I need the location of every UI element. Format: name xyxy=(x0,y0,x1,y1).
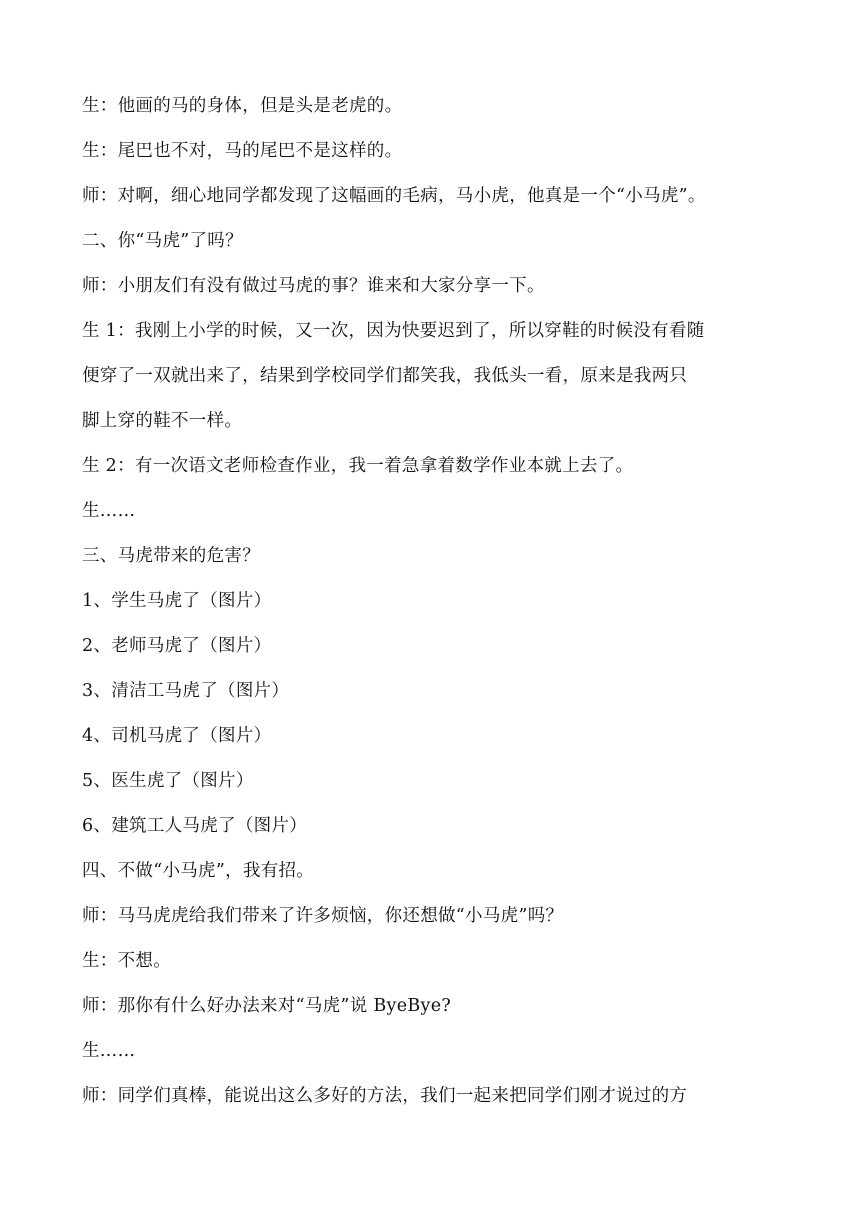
dialogue-line-teacher: 师：马马虎虎给我们带来了许多烦恼，你还想做“小马虎”吗？ xyxy=(82,906,564,926)
list-item: 5、医生虎了（图片） xyxy=(82,771,254,791)
dialogue-line-teacher: 师：对啊，细心地同学都发现了这幅画的毛病，马小虎，他真是一个“小马虎”。 xyxy=(82,186,706,206)
dialogue-line-student: 生：不想。 xyxy=(82,951,171,971)
dialogue-line-student-1: 生 1：我刚上小学的时候，又一次，因为快要迟到了，所以穿鞋的时候没有看随 xyxy=(82,321,705,341)
list-item: 4、司机马虎了（图片） xyxy=(82,726,272,746)
dialogue-line-teacher: 师：小朋友们有没有做过马虎的事？谁来和大家分享一下。 xyxy=(82,276,545,296)
dialogue-line-student: 生…… xyxy=(82,1041,136,1061)
section-heading-3: 三、马虎带来的危害？ xyxy=(82,546,260,566)
document-body xyxy=(82,84,782,1119)
dialogue-line-student: 生…… xyxy=(82,501,136,521)
dialogue-line-student: 生：他画的马的身体，但是头是老虎的。 xyxy=(82,96,403,116)
section-heading-4: 四、不做“小马虎”，我有招。 xyxy=(82,861,315,881)
paragraph-continuation: 便穿了一双就出来了，结果到学校同学们都笑我，我低头一看，原来是我两只 xyxy=(82,366,688,386)
list-item: 6、建筑工人马虎了（图片） xyxy=(82,816,308,836)
list-item: 1、学生马虎了（图片） xyxy=(82,591,272,611)
section-heading-2: 二、你“马虎”了吗？ xyxy=(82,231,243,251)
dialogue-line-student-2: 生 2：有一次语文老师检查作业，我一着急拿着数学作业本就上去了。 xyxy=(82,456,634,476)
dialogue-line-teacher: 师：那你有什么好办法来对“马虎”说 ByeBye? xyxy=(82,996,452,1016)
list-item: 3、清洁工马虎了（图片） xyxy=(82,681,290,701)
paragraph-continuation: 脚上穿的鞋不一样。 xyxy=(82,411,243,431)
list-item: 2、老师马虎了（图片） xyxy=(82,636,272,656)
dialogue-line-student: 生：尾巴也不对，马的尾巴不是这样的。 xyxy=(82,141,403,161)
dialogue-line-teacher: 师：同学们真棒，能说出这么多好的方法，我们一起来把同学们刚才说过的方 xyxy=(82,1086,688,1106)
